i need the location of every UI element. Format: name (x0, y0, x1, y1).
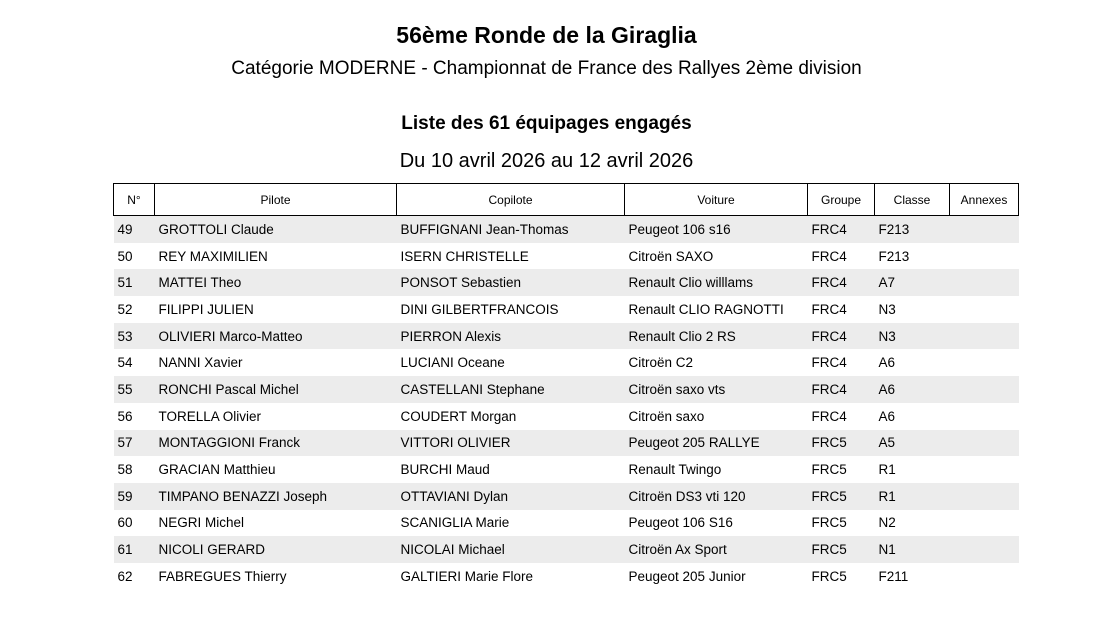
cell-copilote: CASTELLANI Stephane (397, 376, 625, 403)
cell-copilote: DINI GILBERTFRANCOIS (397, 296, 625, 323)
cell-annexes (950, 243, 1019, 270)
cell-voiture: Peugeot 205 Junior (625, 563, 808, 590)
column-header-voiture: Voiture (625, 184, 808, 216)
cell-voiture: Citroën saxo vts (625, 376, 808, 403)
cell-groupe: FRC4 (808, 349, 875, 376)
cell-number: 52 (114, 296, 155, 323)
table-row (114, 376, 1019, 403)
cell-classe: F213 (875, 243, 950, 270)
cell-groupe: FRC5 (808, 430, 875, 457)
cell-pilote: MATTEI Theo (155, 269, 397, 296)
cell-number: 51 (114, 269, 155, 296)
cell-annexes (950, 349, 1019, 376)
cell-classe: R1 (875, 456, 950, 483)
cell-copilote: ISERN CHRISTELLE (397, 243, 625, 270)
cell-number: 62 (114, 563, 155, 590)
cell-number: 50 (114, 243, 155, 270)
cell-pilote: GRACIAN Matthieu (155, 456, 397, 483)
cell-annexes (950, 323, 1019, 350)
table-row (114, 430, 1019, 457)
cell-classe: R1 (875, 483, 950, 510)
cell-voiture: Citroën Ax Sport (625, 536, 808, 563)
cell-copilote: OTTAVIANI Dylan (397, 483, 625, 510)
cell-annexes (950, 269, 1019, 296)
cell-groupe: FRC5 (808, 510, 875, 537)
cell-classe: N2 (875, 510, 950, 537)
cell-annexes (950, 563, 1019, 590)
cell-classe: A6 (875, 376, 950, 403)
cell-number: 53 (114, 323, 155, 350)
column-header-classe: Classe (875, 184, 950, 216)
document-subtitle: Catégorie MODERNE - Championnat de France des Rallyes 2ème division (231, 58, 862, 79)
cell-pilote: NICOLI GERARD (155, 536, 397, 563)
document-title: 56ème Ronde de la Giraglia (396, 22, 697, 48)
cell-groupe: FRC4 (808, 376, 875, 403)
cell-pilote: MONTAGGIONI Franck (155, 430, 397, 457)
table-row (114, 536, 1019, 563)
cell-number: 49 (114, 216, 155, 243)
cell-voiture: Peugeot 106 S16 (625, 510, 808, 537)
cell-number: 59 (114, 483, 155, 510)
cell-copilote: BURCHI Maud (397, 456, 625, 483)
cell-groupe: FRC4 (808, 216, 875, 243)
cell-groupe: FRC5 (808, 483, 875, 510)
cell-number: 55 (114, 376, 155, 403)
cell-classe: N1 (875, 536, 950, 563)
cell-groupe: FRC4 (808, 296, 875, 323)
cell-pilote: NEGRI Michel (155, 510, 397, 537)
cell-classe: A5 (875, 430, 950, 457)
cell-copilote: SCANIGLIA Marie (397, 510, 625, 537)
table-body (114, 216, 1019, 590)
cell-annexes (950, 296, 1019, 323)
cell-groupe: FRC5 (808, 563, 875, 590)
column-header-number: N° (114, 184, 155, 216)
cell-pilote: RONCHI Pascal Michel (155, 376, 397, 403)
cell-pilote: NANNI Xavier (155, 349, 397, 376)
table-row (114, 510, 1019, 537)
table-row (114, 323, 1019, 350)
cell-groupe: FRC4 (808, 269, 875, 296)
table-row (114, 456, 1019, 483)
cell-pilote: FILIPPI JULIEN (155, 296, 397, 323)
entries-table (113, 183, 1019, 590)
cell-voiture: Peugeot 205 RALLYE (625, 430, 808, 457)
table-row (114, 563, 1019, 590)
cell-voiture: Renault Clio 2 RS (625, 323, 808, 350)
cell-pilote: GROTTOLI Claude (155, 216, 397, 243)
cell-number: 57 (114, 430, 155, 457)
column-header-copilote: Copilote (397, 184, 625, 216)
cell-groupe: FRC5 (808, 536, 875, 563)
cell-pilote: FABREGUES Thierry (155, 563, 397, 590)
cell-annexes (950, 483, 1019, 510)
cell-copilote: COUDERT Morgan (397, 403, 625, 430)
cell-voiture: Citroën SAXO (625, 243, 808, 270)
cell-copilote: GALTIERI Marie Flore (397, 563, 625, 590)
cell-classe: F213 (875, 216, 950, 243)
cell-groupe: FRC4 (808, 323, 875, 350)
cell-annexes (950, 430, 1019, 457)
cell-groupe: FRC5 (808, 456, 875, 483)
table-row (114, 403, 1019, 430)
list-title: Liste des 61 équipages engagés (401, 113, 692, 134)
cell-voiture: Citroën saxo (625, 403, 808, 430)
cell-number: 58 (114, 456, 155, 483)
table-row (114, 216, 1019, 243)
cell-groupe: FRC4 (808, 403, 875, 430)
cell-classe: F211 (875, 563, 950, 590)
cell-copilote: LUCIANI Oceane (397, 349, 625, 376)
cell-classe: A7 (875, 269, 950, 296)
cell-copilote: VITTORI OLIVIER (397, 430, 625, 457)
table-row (114, 483, 1019, 510)
event-dates: Du 10 avril 2026 au 12 avril 2026 (399, 150, 694, 172)
cell-copilote: PONSOT Sebastien (397, 269, 625, 296)
cell-pilote: TORELLA Olivier (155, 403, 397, 430)
cell-pilote: OLIVIERI Marco-Matteo (155, 323, 397, 350)
cell-voiture: Renault CLIO RAGNOTTI (625, 296, 808, 323)
cell-classe: A6 (875, 403, 950, 430)
cell-voiture: Renault Twingo (625, 456, 808, 483)
cell-voiture: Renault Clio willlams (625, 269, 808, 296)
table-row (114, 243, 1019, 270)
cell-classe: N3 (875, 323, 950, 350)
cell-annexes (950, 403, 1019, 430)
table-row (114, 269, 1019, 296)
cell-annexes (950, 376, 1019, 403)
cell-copilote: PIERRON Alexis (397, 323, 625, 350)
cell-number: 56 (114, 403, 155, 430)
cell-classe: N3 (875, 296, 950, 323)
cell-annexes (950, 510, 1019, 537)
table-header-row (114, 184, 1019, 216)
column-header-annexes: Annexes (950, 184, 1019, 216)
cell-voiture: Citroën C2 (625, 349, 808, 376)
table-row (114, 349, 1019, 376)
cell-number: 60 (114, 510, 155, 537)
cell-copilote: BUFFIGNANI Jean-Thomas (397, 216, 625, 243)
cell-pilote: TIMPANO BENAZZI Joseph (155, 483, 397, 510)
cell-number: 61 (114, 536, 155, 563)
cell-classe: A6 (875, 349, 950, 376)
cell-voiture: Peugeot 106 s16 (625, 216, 808, 243)
cell-groupe: FRC4 (808, 243, 875, 270)
cell-annexes (950, 536, 1019, 563)
cell-copilote: NICOLAI Michael (397, 536, 625, 563)
cell-annexes (950, 216, 1019, 243)
table-row (114, 296, 1019, 323)
cell-annexes (950, 456, 1019, 483)
cell-pilote: REY MAXIMILIEN (155, 243, 397, 270)
column-header-groupe: Groupe (808, 184, 875, 216)
cell-voiture: Citroën DS3 vti 120 (625, 483, 808, 510)
column-header-pilote: Pilote (155, 184, 397, 216)
cell-number: 54 (114, 349, 155, 376)
